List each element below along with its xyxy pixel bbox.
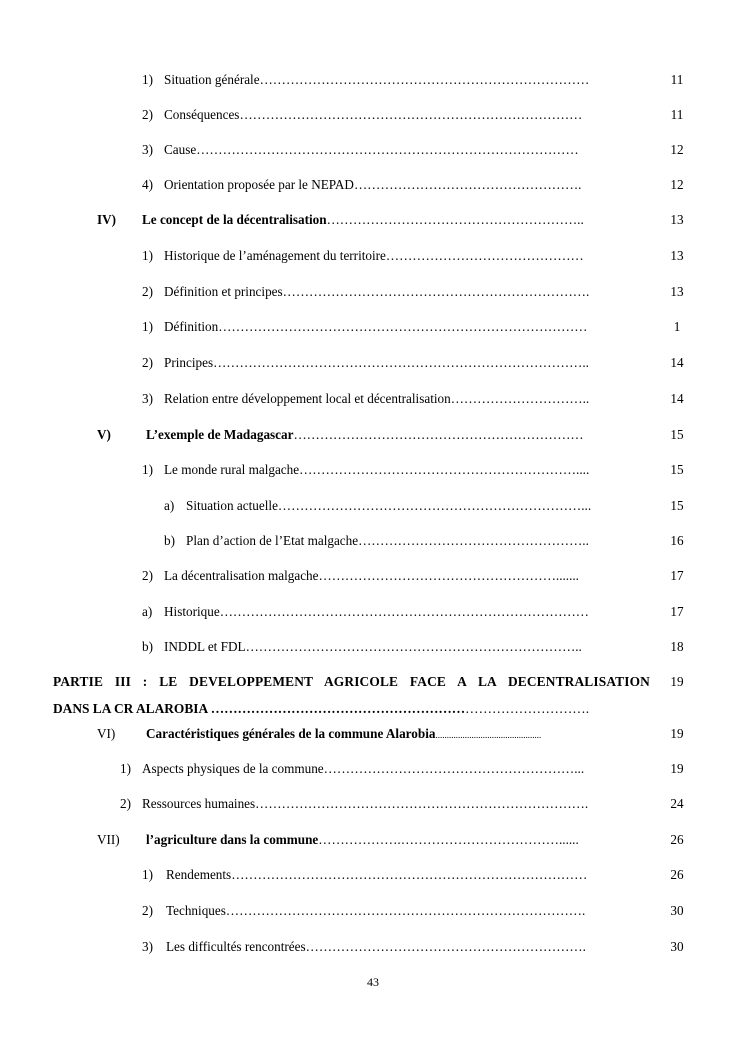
- entry-number: a): [142, 604, 153, 619]
- dot-leader: ……………………………………………………….: [305, 939, 586, 954]
- entry-number: b): [164, 533, 175, 548]
- entry-number: 3): [142, 391, 153, 406]
- toc-entry[interactable]: [142, 567, 622, 585]
- dot-leader: ………………………………………: [385, 248, 584, 263]
- entry-number: VII): [97, 832, 120, 847]
- entry-page: 19: [670, 674, 684, 689]
- dot-leader: ……………………………………………….......: [318, 568, 579, 583]
- toc-entry[interactable]: [142, 638, 631, 656]
- part-heading[interactable]: PARTIE III : LE DEVELOPPEMENT AGRICOLE FACE A LA DECENTRALISATION: [53, 674, 650, 689]
- entry-number: 2): [142, 284, 153, 299]
- toc-entry[interactable]: [97, 211, 619, 229]
- entry-title: Définition et principes: [164, 284, 283, 299]
- toc-entry[interactable]: [142, 603, 638, 621]
- entry-page: 19: [670, 761, 684, 776]
- entry-title: Principes: [164, 355, 214, 370]
- dot-leader: …………………………………………………………………..: [245, 639, 582, 654]
- dot-leader: ……………….………………………………......: [318, 832, 579, 847]
- toc-entry[interactable]: [142, 71, 635, 89]
- dot-leader: ……………………………………………………………………………: [196, 142, 579, 157]
- entry-title: Situation générale: [164, 72, 260, 87]
- entry-page: 30: [670, 903, 684, 918]
- entry-page: 14: [670, 391, 684, 406]
- dot-leader: …………………………………………………..: [326, 212, 584, 227]
- toc-entry[interactable]: [142, 247, 612, 265]
- entry-title: Rendements: [166, 867, 232, 882]
- toc-entry[interactable]: [164, 532, 617, 550]
- toc-entry[interactable]: [142, 283, 630, 301]
- entry-title: Historique de l’aménagement du territoire: [164, 248, 386, 263]
- entry-number: b): [142, 639, 153, 654]
- entry-number: 2): [142, 355, 153, 370]
- toc-entry[interactable]: [142, 461, 626, 479]
- toc-entry[interactable]: [142, 902, 630, 920]
- toc-entry[interactable]: [97, 426, 623, 444]
- entry-number: 1): [142, 72, 153, 87]
- toc-entry[interactable]: [97, 725, 605, 743]
- dot-leader: …………………………………………………………………………..: [213, 355, 589, 370]
- entry-page: 13: [670, 284, 684, 299]
- entry-page: 30: [670, 939, 684, 954]
- entry-number: a): [164, 498, 175, 513]
- entry-title: Caractéristiques générales de la commune Alarobia: [146, 726, 436, 741]
- dot-leader: ………………………………………………………………………: [231, 867, 588, 882]
- toc-entry[interactable]: [142, 106, 632, 124]
- dot-leader: …………………………………………………: [210, 701, 466, 716]
- toc-entry[interactable]: [120, 760, 618, 778]
- dot-leader: ……………………………………………………………………….: [225, 903, 586, 918]
- page-number: 43: [367, 975, 379, 989]
- entry-number: 1): [142, 867, 153, 882]
- toc-entry[interactable]: [142, 354, 643, 372]
- toc-entry[interactable]: [142, 141, 634, 159]
- entry-title: Plan d’action de l’Etat malgache: [186, 533, 359, 548]
- entry-title: Cause: [164, 142, 197, 157]
- toc-entry[interactable]: [120, 795, 628, 813]
- entry-page: 16: [670, 533, 684, 548]
- entry-title: Aspects physiques de la commune: [142, 761, 324, 776]
- entry-number: 2): [142, 568, 153, 583]
- toc-entry[interactable]: [142, 390, 608, 408]
- entry-title: La décentralisation malgache: [164, 568, 319, 583]
- entry-number: 2): [142, 107, 153, 122]
- toc-entry[interactable]: [142, 866, 634, 884]
- dot-leader: ………………………………………………………………….: [255, 796, 589, 811]
- entry-number: 1): [142, 462, 153, 477]
- entry-page: 11: [670, 107, 684, 122]
- entry-title: Conséquences: [164, 107, 240, 122]
- entry-page: 12: [670, 142, 684, 157]
- dot-leader: …………………………………………………………………: [259, 72, 590, 87]
- entry-title: Ressources humaines: [142, 796, 256, 811]
- dot-leader: ……………………….: [465, 701, 590, 716]
- entry-page: 1: [673, 319, 681, 334]
- entry-page: 13: [670, 248, 684, 263]
- part-heading-continued: [53, 700, 589, 718]
- entry-page: 24: [670, 796, 684, 811]
- entry-page: 18: [670, 639, 684, 654]
- entry-page: 17: [670, 568, 684, 583]
- entry-title: Les difficultés rencontrées: [166, 939, 306, 954]
- entry-number: 2): [120, 796, 131, 811]
- entry-title: Définition: [164, 319, 219, 334]
- entry-title: Historique: [164, 604, 220, 619]
- entry-page: 15: [670, 462, 684, 477]
- entry-number: 1): [142, 248, 153, 263]
- toc-entry[interactable]: [97, 831, 617, 849]
- dot-leader: ………………………………………………………....: [299, 462, 590, 477]
- entry-title: L’exemple de Madagascar: [146, 427, 294, 442]
- entry-page: 14: [670, 355, 684, 370]
- entry-page: 13: [670, 212, 684, 227]
- entry-number: 3): [142, 142, 153, 157]
- entry-title: Situation actuelle: [186, 498, 278, 513]
- dot-leader: …………………………………………….: [353, 177, 582, 192]
- entry-page: 12: [670, 177, 684, 192]
- entry-title: Techniques: [166, 903, 226, 918]
- entry-title: Orientation proposée par le NEPAD: [164, 177, 354, 192]
- toc-entry[interactable]: [142, 318, 637, 336]
- entry-number: IV): [97, 212, 117, 227]
- dot-leader: …………………………………………………………………………: [218, 319, 588, 334]
- entry-number: VI): [97, 726, 116, 741]
- part-heading-line2: DANS LA CR ALAROBIA: [53, 701, 211, 716]
- entry-number: V): [97, 427, 111, 442]
- entry-number: 1): [142, 319, 153, 334]
- entry-page: 11: [670, 72, 684, 87]
- entry-page: 19: [670, 726, 684, 741]
- dot-leader: …………………………………………………………………………: [219, 604, 589, 619]
- entry-page: 26: [670, 867, 684, 882]
- dot-leader: …………………………..: [450, 391, 590, 406]
- entry-number: 1): [120, 761, 131, 776]
- toc-entry[interactable]: [142, 176, 614, 194]
- entry-number: 2): [142, 903, 153, 918]
- dot-leader: ……………………………………………………………...: [277, 498, 592, 513]
- dot-leader: …………………………………………………………: [293, 427, 584, 442]
- entry-title: l’agriculture dans la commune: [146, 832, 319, 847]
- toc-entry[interactable]: [164, 497, 628, 515]
- entry-page: 17: [670, 604, 684, 619]
- entry-title: INDDL et FDL: [164, 639, 246, 654]
- dot-leader: ...............................................: [435, 730, 542, 740]
- dot-leader: …………………………………………………...: [323, 761, 585, 776]
- dot-leader: ……………………………………………………………………: [239, 107, 583, 122]
- entry-page: 15: [670, 498, 684, 513]
- entry-title: Relation entre développement local et décentralisation: [164, 391, 451, 406]
- dot-leader: ……………………………………………..: [358, 533, 589, 548]
- entry-number: 4): [142, 177, 153, 192]
- entry-page: 26: [670, 832, 684, 847]
- entry-page: 15: [670, 427, 684, 442]
- toc-entry[interactable]: [142, 938, 624, 956]
- entry-number: 3): [142, 939, 153, 954]
- dot-leader: …………………………………………………………….: [282, 284, 590, 299]
- entry-title: Le concept de la décentralisation: [142, 212, 327, 227]
- entry-title: Le monde rural malgache: [164, 462, 300, 477]
